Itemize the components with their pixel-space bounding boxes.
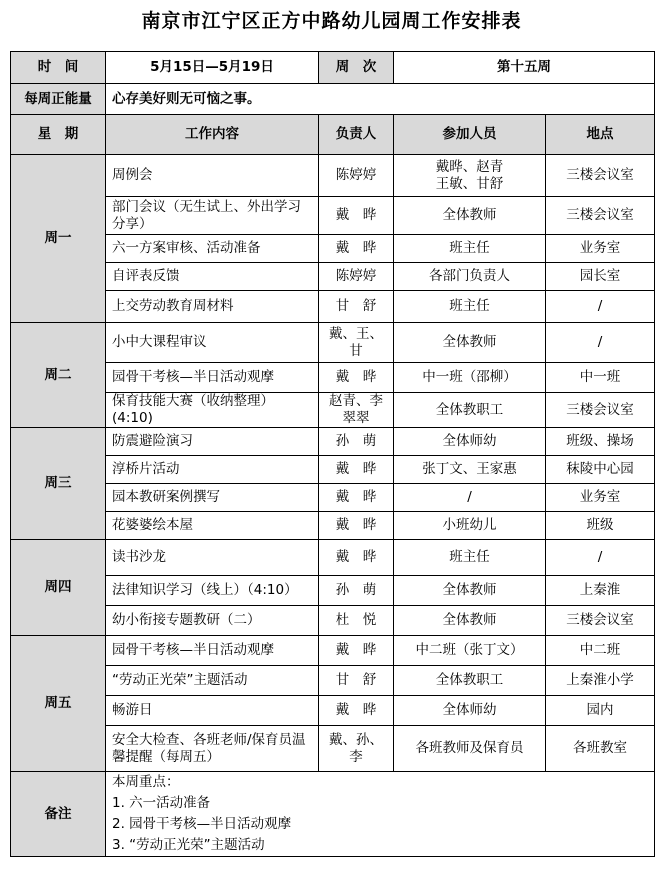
owner: 戴 晔 — [319, 484, 394, 512]
participant-line: 全体师幼 — [442, 433, 497, 449]
place: / — [546, 323, 655, 363]
remarks-item: 2. 园骨干考核—半日活动观摩 — [112, 816, 292, 832]
place: / — [546, 291, 655, 323]
participant-line: 全体教师 — [442, 582, 497, 598]
work-content: 园骨干考核—半日活动观摩 — [106, 636, 319, 666]
header-row — [11, 115, 655, 155]
place: 中二班 — [546, 636, 655, 666]
place: 班级 — [546, 512, 655, 540]
work-content: 部门会议（无生试上、外出学习分享） — [106, 197, 319, 235]
participant-line: 王敏、甘舒 — [435, 175, 504, 192]
schedule-row — [11, 540, 655, 576]
participants — [394, 726, 546, 772]
time-row — [11, 52, 655, 84]
work-content: 周例会 — [106, 155, 319, 197]
owner: 杜 悦 — [319, 606, 394, 636]
owner: 戴 晔 — [319, 235, 394, 263]
schedule-row — [11, 636, 655, 666]
time-value: 5月15日—5月19日 — [106, 52, 319, 84]
place: 各班教室 — [546, 726, 655, 772]
owner: 戴 晔 — [319, 696, 394, 726]
participants — [394, 235, 546, 263]
time-label: 时 间 — [11, 52, 106, 84]
participants — [394, 291, 546, 323]
work-content: 自评表反馈 — [106, 263, 319, 291]
remarks-heading: 本周重点： — [112, 774, 180, 790]
owner: 戴 晔 — [319, 540, 394, 576]
day-name: 周四 — [11, 540, 106, 636]
owner: 戴 晔 — [319, 456, 394, 484]
work-content: 六一方案审核、活动准备 — [106, 235, 319, 263]
work-content: “劳动正光荣”主题活动 — [106, 666, 319, 696]
schedule-row — [11, 484, 655, 512]
schedule-row — [11, 363, 655, 393]
place: 业务室 — [546, 484, 655, 512]
remarks-label: 备注 — [11, 772, 106, 857]
owner: 戴 晔 — [319, 636, 394, 666]
schedule-row — [11, 456, 655, 484]
schedule-row — [11, 428, 655, 456]
participants — [394, 197, 546, 235]
work-content: 园骨干考核—半日活动观摩 — [106, 363, 319, 393]
day-name: 周二 — [11, 323, 106, 428]
schedule-row — [11, 323, 655, 363]
place: 班级、操场 — [546, 428, 655, 456]
work-content: 安全大检查、各班老师/保育员温馨提醒（每周五） — [106, 726, 319, 772]
participants — [394, 666, 546, 696]
participants — [394, 512, 546, 540]
work-content: 花婆婆绘本屋 — [106, 512, 319, 540]
work-content: 淳桥片活动 — [106, 456, 319, 484]
owner: 甘 舒 — [319, 666, 394, 696]
schedule-row — [11, 197, 655, 235]
header-content: 工作内容 — [106, 115, 319, 155]
participants — [394, 323, 546, 363]
participants — [394, 393, 546, 428]
day-name: 周一 — [11, 155, 106, 323]
participant-line: 张丁文、王家惠 — [422, 461, 517, 477]
week-label: 周 次 — [319, 52, 394, 84]
place: 三楼会议室 — [546, 155, 655, 197]
schedule-row — [11, 696, 655, 726]
owner: 戴、王、甘 — [319, 323, 394, 363]
schedule-row — [11, 291, 655, 323]
day-name: 周三 — [11, 428, 106, 540]
participant-line: 班主任 — [449, 298, 490, 314]
owner: 甘 舒 — [319, 291, 394, 323]
place: 三楼会议室 — [546, 197, 655, 235]
schedule-row — [11, 155, 655, 197]
participant-line: 全体教职工 — [435, 672, 504, 688]
work-content: 法律知识学习（线上）（4:10） — [106, 576, 319, 606]
place: 三楼会议室 — [546, 393, 655, 428]
schedule-table — [10, 51, 655, 857]
participants — [394, 576, 546, 606]
place: 秣陵中心园 — [546, 456, 655, 484]
week-value: 第十五周 — [394, 52, 655, 84]
schedule-row — [11, 235, 655, 263]
owner: 孙 萌 — [319, 428, 394, 456]
place: 上秦淮小学 — [546, 666, 655, 696]
participant-line: 中一班（邵柳） — [422, 369, 517, 385]
schedule-row — [11, 512, 655, 540]
place: 上秦淮 — [546, 576, 655, 606]
participant-line: 全体教师 — [442, 612, 497, 628]
participants — [394, 606, 546, 636]
remarks-item: 1. 六一活动准备 — [112, 795, 211, 811]
remarks-content — [106, 772, 655, 857]
participant-line: 全体师幼 — [442, 702, 497, 718]
header-day: 星 期 — [11, 115, 106, 155]
schedule-row — [11, 666, 655, 696]
participant-line: 全体教师 — [442, 334, 497, 350]
place: 园内 — [546, 696, 655, 726]
work-content: 保育技能大赛（收纳整理）(4:10) — [106, 393, 319, 428]
day-name: 周五 — [11, 636, 106, 772]
participant-line: 小班幼儿 — [442, 517, 497, 533]
schedule-row — [11, 606, 655, 636]
work-content: 读书沙龙 — [106, 540, 319, 576]
owner: 陈婷婷 — [319, 263, 394, 291]
owner: 孙 萌 — [319, 576, 394, 606]
owner: 戴 晔 — [319, 363, 394, 393]
participants — [394, 363, 546, 393]
participants — [394, 636, 546, 666]
work-content: 防震避险演习 — [106, 428, 319, 456]
owner: 戴、孙、李 — [319, 726, 394, 772]
header-participants: 参加人员 — [394, 115, 546, 155]
participant-line: 戴晔、赵青 — [435, 158, 504, 175]
owner: 赵青、李翠翠 — [319, 393, 394, 428]
remarks-row — [11, 772, 655, 857]
work-content: 畅游日 — [106, 696, 319, 726]
schedule-row — [11, 576, 655, 606]
participant-line: 各班教师及保育员 — [415, 740, 524, 756]
schedule-row — [11, 726, 655, 772]
header-owner: 负责人 — [319, 115, 394, 155]
work-content: 园本教研案例撰写 — [106, 484, 319, 512]
participants — [394, 155, 546, 197]
place: 中一班 — [546, 363, 655, 393]
participant-line: / — [467, 489, 472, 505]
work-content: 幼小衔接专题教研（二） — [106, 606, 319, 636]
participants — [394, 696, 546, 726]
place: 三楼会议室 — [546, 606, 655, 636]
participant-line: 全体教师 — [442, 207, 497, 223]
energy-value: 心存美好则无可恼之事。 — [106, 84, 655, 115]
participants — [394, 540, 546, 576]
place: 园长室 — [546, 263, 655, 291]
schedule-row — [11, 393, 655, 428]
energy-row — [11, 84, 655, 115]
schedule-row — [11, 263, 655, 291]
participants — [394, 484, 546, 512]
participant-line: 全体教职工 — [435, 401, 504, 418]
header-place: 地点 — [546, 115, 655, 155]
remarks-item: 3. “劳动正光荣”主题活动 — [112, 837, 265, 853]
owner: 陈婷婷 — [319, 155, 394, 197]
place: / — [546, 540, 655, 576]
energy-label: 每周正能量 — [11, 84, 106, 115]
work-content: 上交劳动教育周材料 — [106, 291, 319, 323]
participants — [394, 263, 546, 291]
participants — [394, 456, 546, 484]
participant-line: 班主任 — [449, 240, 490, 256]
place: 业务室 — [546, 235, 655, 263]
participant-line: 各部门负责人 — [429, 268, 510, 284]
participant-line: 中二班（张丁文） — [415, 642, 524, 658]
participants — [394, 428, 546, 456]
participant-line: 班主任 — [449, 549, 490, 565]
page-title: 南京市江宁区正方中路幼儿园周工作安排表 — [141, 10, 522, 32]
owner: 戴 晔 — [319, 197, 394, 235]
work-content: 小中大课程审议 — [106, 323, 319, 363]
owner: 戴 晔 — [319, 512, 394, 540]
